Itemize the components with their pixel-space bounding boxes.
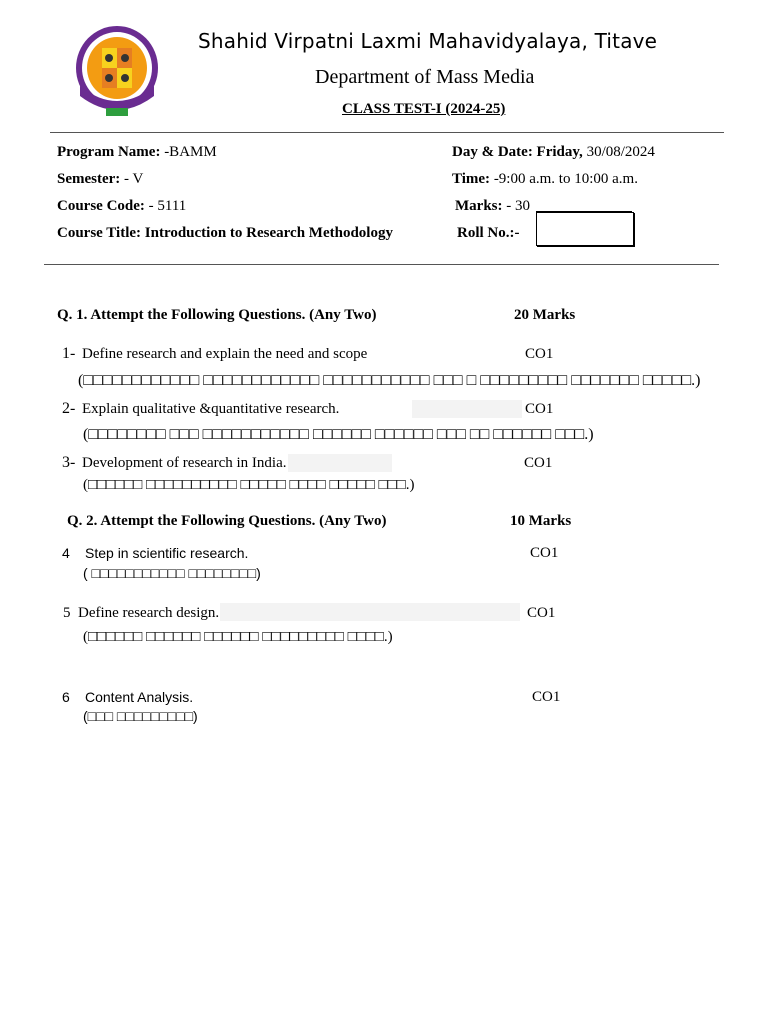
semester-row [57, 171, 143, 188]
college-seal-graphic [74, 24, 160, 120]
college-name: Shahid Virpatni Laxmi Mahavidyalaya, Titave [198, 29, 658, 53]
program-value: -BAMM [160, 144, 217, 160]
q1-item-3-text: Development of research in India. [82, 455, 287, 471]
q2-item-6-co: CO1 [532, 689, 561, 705]
q2-item-4-co: CO1 [530, 545, 559, 561]
day-date-value: 30/08/2024 [582, 144, 655, 160]
semester-label: Semester: [57, 171, 121, 187]
q1-item-2-co: CO1 [525, 401, 554, 417]
highlight-box [220, 603, 520, 621]
highlight-box [288, 454, 392, 472]
q2-item-4-translation: ( □□□□□□□□□□□ □□□□□□□□) [83, 565, 261, 581]
semester-value: - V [120, 171, 144, 187]
q1-item-1-num: 1- [62, 345, 76, 362]
q2-item-5-num: 5 [63, 605, 71, 621]
time-value: -9:00 a.m. to 10:00 a.m. [490, 171, 638, 187]
q2-marks: 10 Marks [510, 513, 572, 529]
q2-item-6-translation: (□□□ □□□□□□□□□) [83, 708, 198, 724]
q1-item-2-num: 2- [62, 400, 76, 417]
q2-item-6-num: 6 [62, 689, 70, 705]
day-date-label: Day & Date: Friday, [452, 144, 583, 160]
q2-item-5-translation: (□□□□□□ □□□□□□ □□□□□□ □□□□□□□□□ □□□□.) [83, 629, 393, 645]
course-title: Course Title: Introduction to Research Methodology [57, 225, 393, 241]
course-code-value: - 5111 [144, 198, 187, 214]
day-date-row [452, 144, 655, 161]
roll-label: Roll No.:- [457, 225, 520, 241]
q1-item-3-co: CO1 [524, 455, 553, 471]
program-label: Program Name: [57, 144, 161, 160]
marks-label: Marks: [455, 198, 503, 214]
q2-item-4-num: 4 [62, 545, 70, 561]
highlight-box [412, 400, 522, 418]
q1-item-2-text: Explain qualitative &quantitative research. [82, 401, 340, 417]
college-logo [74, 24, 160, 120]
marks-row [455, 198, 530, 215]
program-row [57, 144, 217, 161]
marks-value: - 30 [502, 198, 530, 214]
course-code-row [57, 198, 186, 215]
time-label: Time: [452, 171, 491, 187]
q1-item-3-translation: (□□□□□□ □□□□□□□□□□ □□□□□ □□□□ □□□□□ □□□.) [83, 477, 415, 493]
department-name: Department of Mass Media [315, 66, 535, 88]
info-divider [44, 264, 719, 265]
q2-item-4-text: Step in scientific research. [85, 545, 249, 561]
q1-item-1-co: CO1 [525, 346, 554, 362]
q2-item-6-text: Content Analysis. [85, 689, 194, 705]
roll-number-box[interactable] [536, 212, 634, 246]
q2-heading: Q. 2. Attempt the Following Questions. (Any Two) [67, 513, 387, 529]
time-row [452, 171, 638, 188]
q1-item-3-num: 3- [62, 454, 76, 471]
header-divider [50, 132, 724, 133]
course-code-label: Course Code: [57, 198, 145, 214]
q1-heading: Q. 1. Attempt the Following Questions. (Any Two) [57, 307, 377, 323]
test-title: CLASS TEST-I (2024-25) [342, 101, 506, 117]
q1-item-2-translation: (□□□□□□□□ □□□ □□□□□□□□□□□ □□□□□□ □□□□□□ □□□ □□ □□□□□□ □□□.) [83, 426, 594, 443]
q2-item-5-co: CO1 [527, 605, 556, 621]
q2-item-5-text: Define research design. [78, 605, 220, 621]
q1-item-1-translation: (□□□□□□□□□□□□ □□□□□□□□□□□□ □□□□□□□□□□□ □□□ □ □□□□□□□□□ □□□□□□□ □□□□□.) [78, 372, 701, 389]
q1-item-1-text: Define research and explain the need and scope [82, 346, 368, 362]
q1-marks: 20 Marks [514, 307, 576, 323]
